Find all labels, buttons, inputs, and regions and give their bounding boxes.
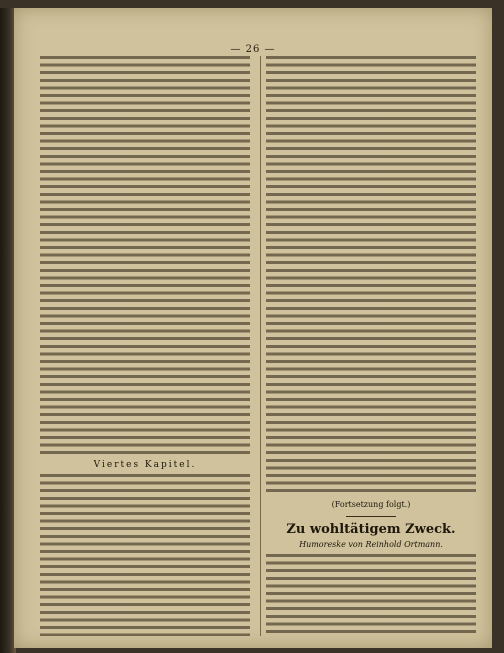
left-text-column <box>40 56 250 636</box>
article-title: Zu wohltätigem Zweck. <box>286 522 456 537</box>
text-block <box>266 56 476 497</box>
column-divider <box>260 56 261 636</box>
text-block <box>40 474 250 636</box>
text-block <box>40 56 250 457</box>
chapter-heading: Viertes Kapitel. <box>93 460 197 470</box>
article-byline: Humoreske von Reinhold Ortmann. <box>299 540 443 549</box>
continuation-note: (Fortsetzung folgt.) <box>331 500 411 509</box>
page-number: — 26 — <box>230 44 276 55</box>
text-block <box>266 554 476 636</box>
book-page <box>14 8 492 648</box>
right-text-column <box>266 56 476 636</box>
section-divider <box>346 516 396 517</box>
